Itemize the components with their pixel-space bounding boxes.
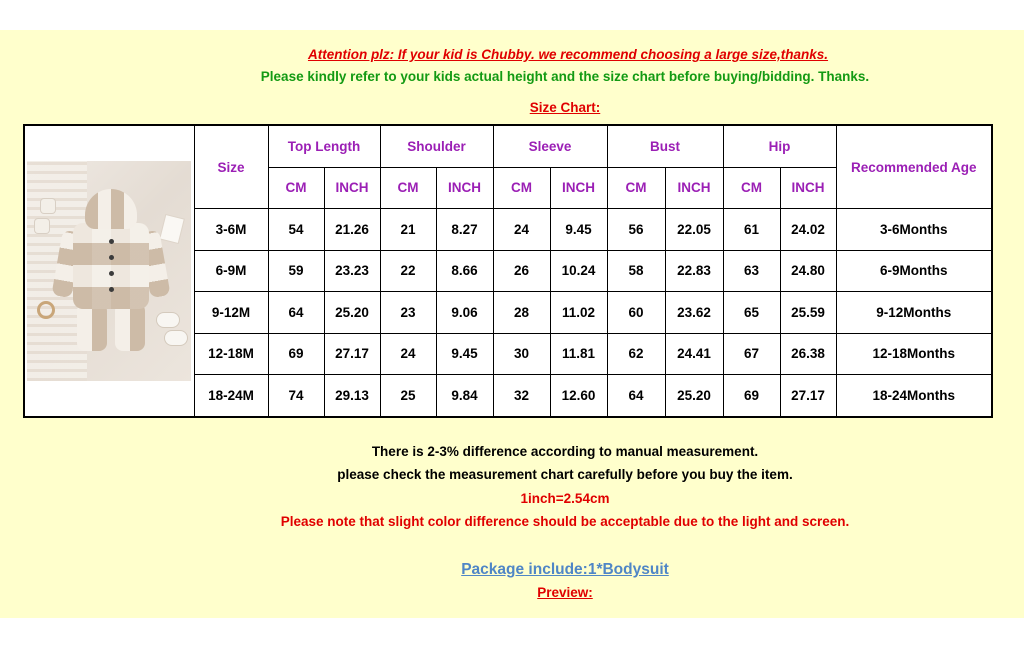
group-header-sleeve: Sleeve: [493, 125, 607, 167]
measurement-cell: 62: [607, 333, 665, 375]
measurement-cell: 26: [493, 250, 550, 292]
measurement-cell: 54: [268, 209, 324, 251]
measurement-cell: 69: [268, 333, 324, 375]
product-photo: [27, 161, 191, 381]
refer-note: Please kindly refer to your kids actual height and the size chart before buying/bidding. Thanks.: [260, 69, 870, 84]
measurement-cell: 28: [493, 292, 550, 334]
measurement-cell: 11.81: [550, 333, 607, 375]
package-include-link[interactable]: Package include:1*Bodysuit: [461, 561, 669, 578]
toy-block: [35, 219, 49, 233]
age-cell: 3-6Months: [836, 209, 992, 251]
card-prop: [161, 215, 184, 243]
measurement-cell: 9.84: [436, 375, 493, 417]
unit-cm: CM: [268, 167, 324, 209]
measurement-cell: 23: [380, 292, 436, 334]
measurement-cell: 74: [268, 375, 324, 417]
age-cell: 12-18Months: [836, 333, 992, 375]
romper-figure: [65, 189, 157, 351]
unit-cm: CM: [493, 167, 550, 209]
measurement-cell: 32: [493, 375, 550, 417]
romper-button: [109, 271, 114, 276]
group-header-hip: Hip: [723, 125, 836, 167]
age-cell: 6-9Months: [836, 250, 992, 292]
unit-inch: INCH: [665, 167, 723, 209]
romper-hood: [85, 189, 137, 229]
size-chart-table: [23, 124, 993, 418]
group-header-bust: Bust: [607, 125, 723, 167]
measurement-cell: 56: [607, 209, 665, 251]
measurement-cell: 64: [268, 292, 324, 334]
measurement-cell: 27.17: [780, 375, 836, 417]
unit-cm: CM: [723, 167, 780, 209]
size-cell: 6-9M: [194, 250, 268, 292]
measurement-cell: 22: [380, 250, 436, 292]
measurement-cell: 9.45: [550, 209, 607, 251]
measurement-cell: 59: [268, 250, 324, 292]
size-chart-panel: [0, 30, 1024, 618]
measurement-cell: 23.23: [324, 250, 380, 292]
unit-inch: INCH: [550, 167, 607, 209]
toy-ring: [37, 301, 55, 319]
measurement-cell: 61: [723, 209, 780, 251]
romper-button: [109, 239, 114, 244]
romper-left-leg: [77, 303, 107, 351]
size-cell: 9-12M: [194, 292, 268, 334]
measurement-cell: 25.20: [324, 292, 380, 334]
measurement-cell: 60: [607, 292, 665, 334]
measurement-cell: 27.17: [324, 333, 380, 375]
measurement-cell: 9.45: [436, 333, 493, 375]
size-cell: 3-6M: [194, 209, 268, 251]
recommended-age-header: Recommended Age: [836, 125, 992, 209]
measurement-cell: 24: [380, 333, 436, 375]
measurement-cell: 24: [493, 209, 550, 251]
measurement-cell: 8.66: [436, 250, 493, 292]
group-header-top-length: Top Length: [268, 125, 380, 167]
table-header-row: [24, 125, 992, 167]
product-photo-cell: [24, 125, 194, 417]
measurement-cell: 24.80: [780, 250, 836, 292]
measurement-cell: 11.02: [550, 292, 607, 334]
check-chart-note: please check the measurement chart carefully before you buy the item.: [337, 467, 793, 482]
measurement-cell: 10.24: [550, 250, 607, 292]
size-cell: 12-18M: [194, 333, 268, 375]
measurement-cell: 22.05: [665, 209, 723, 251]
attention-note: Attention plz: If your kid is Chubby. we recommend choosing a large size,thanks.: [307, 47, 829, 62]
measurement-cell: 21.26: [324, 209, 380, 251]
baby-shoe: [165, 331, 187, 345]
romper-body: [73, 223, 149, 309]
unit-inch: INCH: [780, 167, 836, 209]
romper-button: [109, 287, 114, 292]
size-chart-title: Size Chart:: [529, 100, 601, 115]
measurement-cell: 9.06: [436, 292, 493, 334]
age-cell: 18-24Months: [836, 375, 992, 417]
measurement-cell: 23.62: [665, 292, 723, 334]
measurement-cell: 22.83: [665, 250, 723, 292]
group-header-shoulder: Shoulder: [380, 125, 493, 167]
preview-label: Preview:: [537, 585, 593, 600]
measurement-cell: 67: [723, 333, 780, 375]
measurement-cell: 64: [607, 375, 665, 417]
unit-conversion-note: 1inch=2.54cm: [520, 491, 610, 506]
measurement-cell: 12.60: [550, 375, 607, 417]
measurement-cell: 65: [723, 292, 780, 334]
size-cell: 18-24M: [194, 375, 268, 417]
unit-inch: INCH: [324, 167, 380, 209]
romper-right-leg: [115, 303, 145, 351]
baby-shoe: [157, 313, 179, 327]
measurement-cell: 25.20: [665, 375, 723, 417]
measurement-cell: 21: [380, 209, 436, 251]
measurement-cell: 58: [607, 250, 665, 292]
unit-cm: CM: [607, 167, 665, 209]
measurement-cell: 25.59: [780, 292, 836, 334]
size-header: Size: [194, 125, 268, 209]
measurement-cell: 8.27: [436, 209, 493, 251]
unit-inch: INCH: [436, 167, 493, 209]
measurement-cell: 29.13: [324, 375, 380, 417]
measurement-difference-note: There is 2-3% difference according to manual measurement.: [371, 444, 759, 459]
measurement-cell: 24.41: [665, 333, 723, 375]
measurement-cell: 63: [723, 250, 780, 292]
measurement-cell: 30: [493, 333, 550, 375]
measurement-cell: 25: [380, 375, 436, 417]
measurement-cell: 24.02: [780, 209, 836, 251]
measurement-cell: 26.38: [780, 333, 836, 375]
age-cell: 9-12Months: [836, 292, 992, 334]
measurement-cell: 69: [723, 375, 780, 417]
romper-button: [109, 255, 114, 260]
unit-cm: CM: [380, 167, 436, 209]
color-difference-note: Please note that slight color difference should be acceptable due to the light and screen.: [280, 514, 850, 529]
toy-block: [41, 199, 55, 213]
